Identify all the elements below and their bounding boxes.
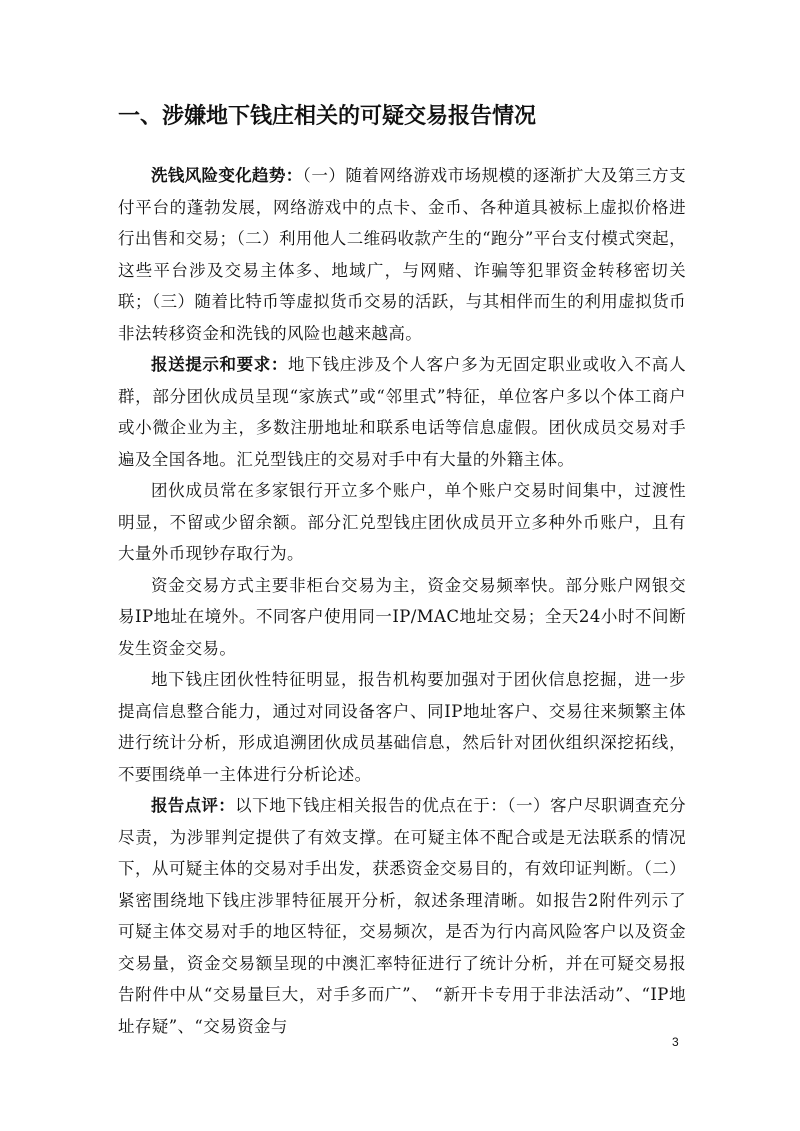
page-number: 3 xyxy=(672,1035,679,1049)
paragraph-text: 以下地下钱庄相关报告的优点在于：（一）客户尽职调查充分尽责，为涉罪判定提供了有效支撑。在可疑主体不配合或是无法联系的情况下，从可疑主体的交易对手出发，获悉资金交易目的，有效印证判断。（二）紧密围绕地下钱庄涉罪特征展开分析，叙述条理清晰。如报告2附件列示了可疑主体交易对手的地区特征，交易频次，是否为行内高风险客户以及资金交易量，资金交易额呈现的中澳汇率特征进行了统计分析，并在可疑交易报告附件中从“交易量巨大，对手多而广”、 “新开卡专用于非法活动”、“IP地址存疑”、“交易资金与 xyxy=(118,796,686,1036)
paragraph-lead: 洗钱风险变化趋势： xyxy=(151,166,303,185)
paragraph-text: 团伙成员常在多家银行开立多个账户，单个账户交易时间集中，过渡性明显，不留或少留余额。部分汇兑型钱庄团伙成员开立多种外币账户，且有大量外币现钞存取行为。 xyxy=(118,481,686,563)
paragraph-gang-features xyxy=(118,664,686,790)
paragraph-transactions xyxy=(118,570,686,665)
paragraph-text: （一）随着网络游戏市场规模的逐渐扩大及第三方支付平台的蓬勃发展，网络游戏中的点卡、金币、各种道具被标上虚拟价格进行出售和交易；（二）利用他人二维码收款产生的“跑分”平台支付模式突起，这些平台涉及交易主体多、地域广，与网赌、诈骗等犯罪资金转移密切关联；（三）随着比特币等虚拟货币交易的活跃，与其相伴而生的利用虚拟货币非法转移资金和洗钱的风险也越来越高。 xyxy=(118,166,686,343)
paragraph-text: 地下钱庄涉及个人客户多为无固定职业或收入不高人群，部分团伙成员呈现“家族式”或“邻里式”特征，单位客户多以个体工商户或小微企业为主，多数注册地址和联系电话等信息虚假。团伙成员交易对手遍及全国各地。汇兑型钱庄的交易对手中有大量的外籍主体。 xyxy=(118,355,686,469)
paragraph-report-review xyxy=(118,790,686,1042)
paragraph-text: 资金交易方式主要非柜台交易为主，资金交易频率快。部分账户网银交易IP地址在境外。不同客户使用同一IP/MAC地址交易；全天24小时不间断发生资金交易。 xyxy=(118,575,686,658)
body-text xyxy=(118,160,686,1042)
paragraph-text: 地下钱庄团伙性特征明显，报告机构要加强对于团伙信息挖掘，进一步提高信息整合能力，通过对同设备客户、同IP地址客户、交易往来频繁主体进行统计分析，形成追溯团伙成员基础信息，然后针对团伙组织深挖拓线，不要围绕单一主体进行分析论述。 xyxy=(118,670,686,784)
paragraph-lead: 报告点评： xyxy=(151,796,236,815)
paragraph-risk-trends xyxy=(118,160,686,349)
paragraph-lead: 报送提示和要求： xyxy=(151,355,288,374)
paragraph-accounts xyxy=(118,475,686,570)
paragraph-reporting-tips xyxy=(118,349,686,475)
section-heading: 一、涉嫌地下钱庄相关的可疑交易报告情况 xyxy=(118,104,537,129)
